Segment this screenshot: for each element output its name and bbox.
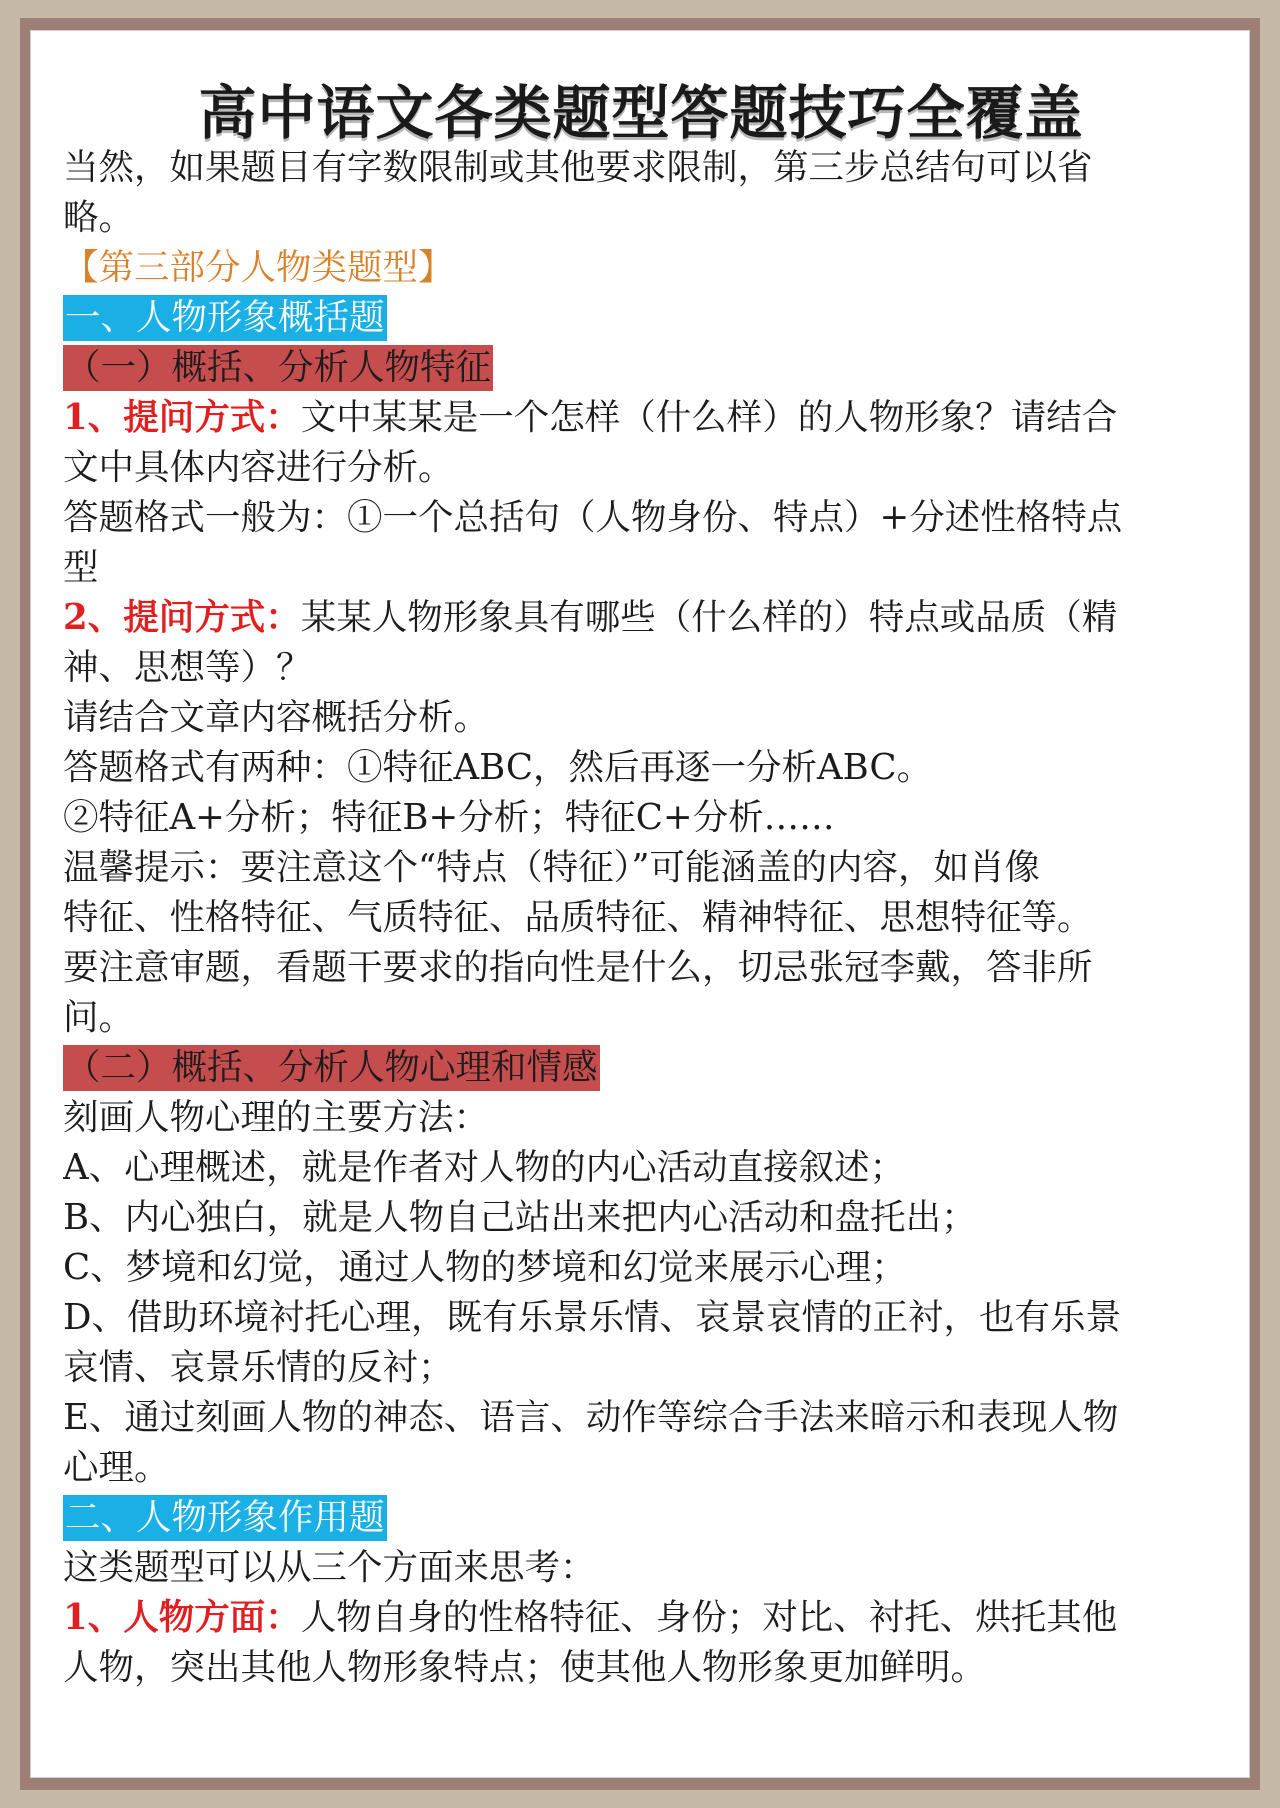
question-2-text: 某某人物形象具有哪些（什么样的）特点或品质（精 xyxy=(300,597,1118,638)
subheading-psychology: （二）概括、分析人物心理和情感 xyxy=(63,1045,600,1091)
question-1-line-2: 文中具体内容进行分析。 xyxy=(63,447,454,488)
question-2-line-3: 请结合文章内容概括分析。 xyxy=(63,697,490,738)
subheading-character-traits: （一）概括、分析人物特征 xyxy=(63,345,493,391)
method-b: B、内心独白，就是人物自己站出来把内心活动和盘托出； xyxy=(63,1197,977,1238)
method-c: C、梦境和幻觉，通过人物的梦境和幻觉来展示心理； xyxy=(63,1247,907,1288)
question-1-text: 文中某某是一个怎样（什么样）的人物形象？请结合 xyxy=(300,397,1118,438)
page-title: 高中语文各类题型答题技巧全覆盖 xyxy=(198,79,1084,147)
format-2-line-1: 答题格式有两种：①特征ABC，然后再逐一分析ABC。 xyxy=(63,747,933,788)
document-page xyxy=(30,30,1250,1778)
document-body xyxy=(63,143,1203,1693)
method-e-line-2: 心理。 xyxy=(63,1447,170,1488)
tip-line-2: 特征、性格特征、气质特征、品质特征、精神特征、思想特征等。 xyxy=(63,897,1093,938)
intro-line-1: 当然，如果题目有字数限制或其他要求限制，第三步总结句可以省 xyxy=(63,147,1093,188)
method-e-line-1: E、通过刻画人物的神态、语言、动作等综合手法来暗示和表现人物 xyxy=(63,1397,1119,1438)
intro-line-2: 略。 xyxy=(63,197,135,238)
heading-character-summary: 一、人物形象概括题 xyxy=(63,295,387,341)
question-2-label: 2、提问方式： xyxy=(63,597,301,638)
tip-line-1: 温馨提示：要注意这个“特点（特征）”可能涵盖的内容，如肖像 xyxy=(63,847,1041,888)
point-1-line-1 xyxy=(63,1593,1203,1643)
methods-intro: 刻画人物心理的主要方法： xyxy=(63,1097,490,1138)
question-2-line-2: 神、思想等）？ xyxy=(63,647,312,688)
question-1-label: 1、提问方式： xyxy=(63,397,301,438)
format-1-line-2: 型 xyxy=(63,547,99,588)
section-heading: 【第三部分人物类题型】 xyxy=(63,247,454,288)
method-d-line-1: D、借助环境衬托心理，既有乐景乐情、哀景哀情的正衬，也有乐景 xyxy=(63,1297,1121,1338)
tip-line-4: 问。 xyxy=(63,997,135,1038)
method-a: A、心理概述，就是作者对人物的内心活动直接叙述； xyxy=(63,1147,906,1188)
heading-character-function: 二、人物形象作用题 xyxy=(63,1495,387,1541)
format-1-line-1: 答题格式一般为：①一个总括句（人物身份、特点）+分述性格特点 xyxy=(63,497,1123,538)
point-1-text: 人物自身的性格特征、身份；对比、衬托、烘托其他 xyxy=(300,1597,1118,1638)
think-line: 这类题型可以从三个方面来思考： xyxy=(63,1547,596,1588)
point-1-label: 1、人物方面： xyxy=(63,1597,301,1638)
format-2-line-2: ②特征A+分析；特征B+分析；特征C+分析…… xyxy=(63,797,835,838)
method-d-line-2: 哀情、哀景乐情的反衬； xyxy=(63,1347,454,1388)
question-1-line-1 xyxy=(63,393,1203,443)
point-1-line-2: 人物，突出其他人物形象特点；使其他人物形象更加鲜明。 xyxy=(63,1647,987,1688)
question-2-line-1 xyxy=(63,593,1203,643)
tip-line-3: 要注意审题，看题干要求的指向性是什么，切忌张冠李戴，答非所 xyxy=(63,947,1093,988)
